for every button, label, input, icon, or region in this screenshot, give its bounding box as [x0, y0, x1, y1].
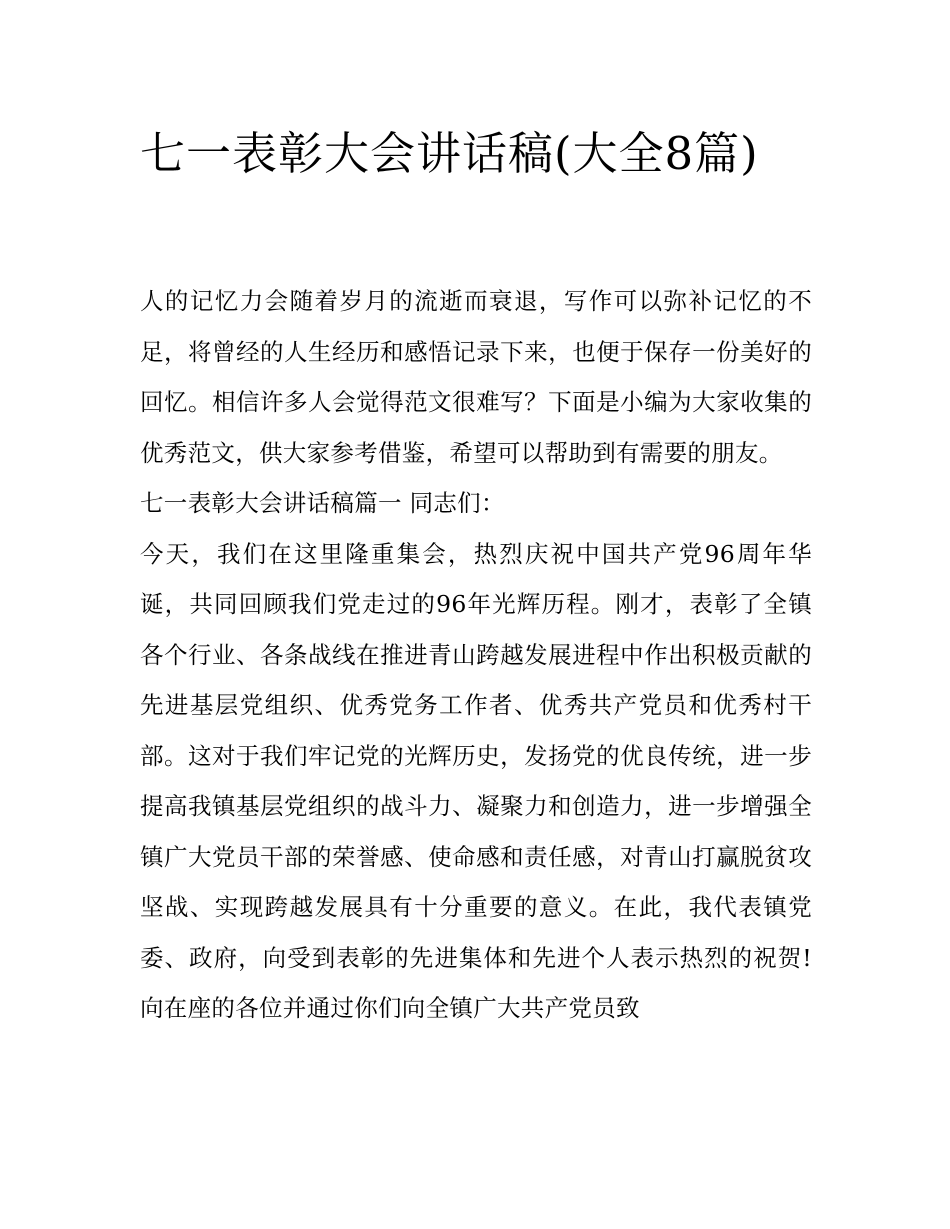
- document-body: [140, 276, 812, 1034]
- section-heading-paragraph: 七一表彰大会讲话稿篇一 同志们：: [140, 489, 505, 517]
- speech-paragraph: 今天，我们在这里隆重集会，热烈庆祝中国共产党96周年华诞，共同回顾我们党走过的96年光辉历程。刚才，表彰了全镇各个行业、各条战线在推进青山跨越发展进程中作出积极贡献的先进基层党组织、优秀党务工作者、优秀共产党员和优秀村干部。这对于我们牢记党的光辉历史，发扬党的优良传统，进一步提高我镇基层党组织的战斗力、凝聚力和创造力，进一步增强全镇广大党员干部的荣誉感、使命感和责任感，对青山打赢脱贫攻坚战、实现跨越发展具有十分重要的意义。在此，我代表镇党委、政府，向受到表彰的先进集体和先进个人表示热烈的祝贺!向在座的各位并通过你们向全镇广大共产党员致: [140, 539, 812, 1022]
- intro-paragraph: 人的记忆力会随着岁月的流逝而衰退，写作可以弥补记忆的不足，将曾经的人生经历和感悟记录下来，也便于保存一份美好的回忆。相信许多人会觉得范文很难写？下面是小编为大家收集的优秀范文，供大家参考借鉴，希望可以帮助到有需要的朋友。: [140, 287, 812, 467]
- document-title: 七一表彰大会讲话稿(大全8篇): [140, 127, 759, 180]
